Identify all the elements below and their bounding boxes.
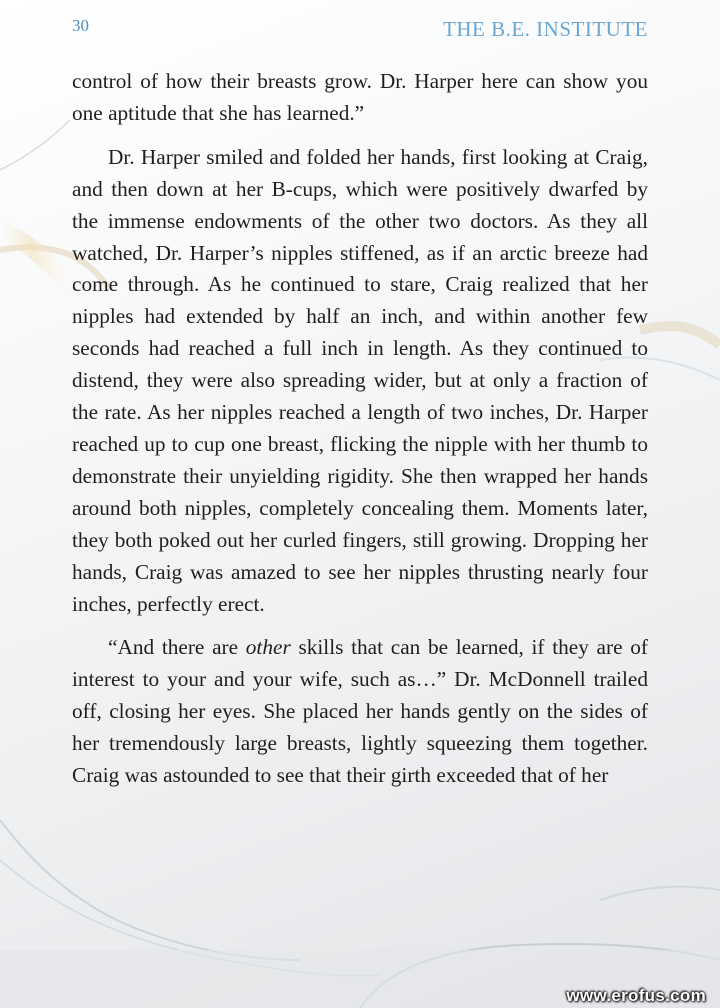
paragraph-3-start: “And there are — [108, 635, 246, 660]
paragraph-1: control of how their breasts grow. Dr. Harper here can show you one aptitude that she has learned.” — [72, 69, 648, 125]
running-head: THE B.E. INSTITUTE — [443, 17, 648, 41]
paragraph-3-emphasis: other — [245, 635, 291, 660]
watermark: www.erofus.com — [566, 986, 706, 1005]
paragraph-2: Dr. Harper smiled and folded her hands, first looking at Craig, and then down at her B-cups, which were positively dwarfed by the immense endowments of the other two doctors. As they all watched, Dr. Harper’s nipples stiffened, as if an arctic breeze had come through. As he continued to stare, Craig realized that her nipples had extended by half an inch, and within another few seconds had reached a full inch in length. As they continued to distend, they were also spreading wider, but at only a fraction of the rate. As her nipples reached a length of two inches, Dr. Harper reached up to cup one breast, flicking the nipple with her thumb to demonstrate their unyielding rigidity. She then wrapped her hands around both nipples, completely concealing them. Moments later, they both poked out her curled fingers, still growing. Dropping her hands, Craig was amazed to see her nipples thrusting nearly four inches, perfectly erect. — [72, 144, 648, 616]
page-number: 30 — [72, 16, 89, 35]
body-text — [72, 66, 648, 792]
paragraph-3-rest: skills that can be learned, if they are of interest to your and your wife, such as…” Dr. McDonnell trailed off, closing her eyes. She placed her hands gently on the sides of her tremendously large breasts, lightly squeezing them together. Craig was astounded to see that their girth exceeded that of her — [72, 635, 648, 788]
paragraph-3 — [72, 632, 648, 792]
